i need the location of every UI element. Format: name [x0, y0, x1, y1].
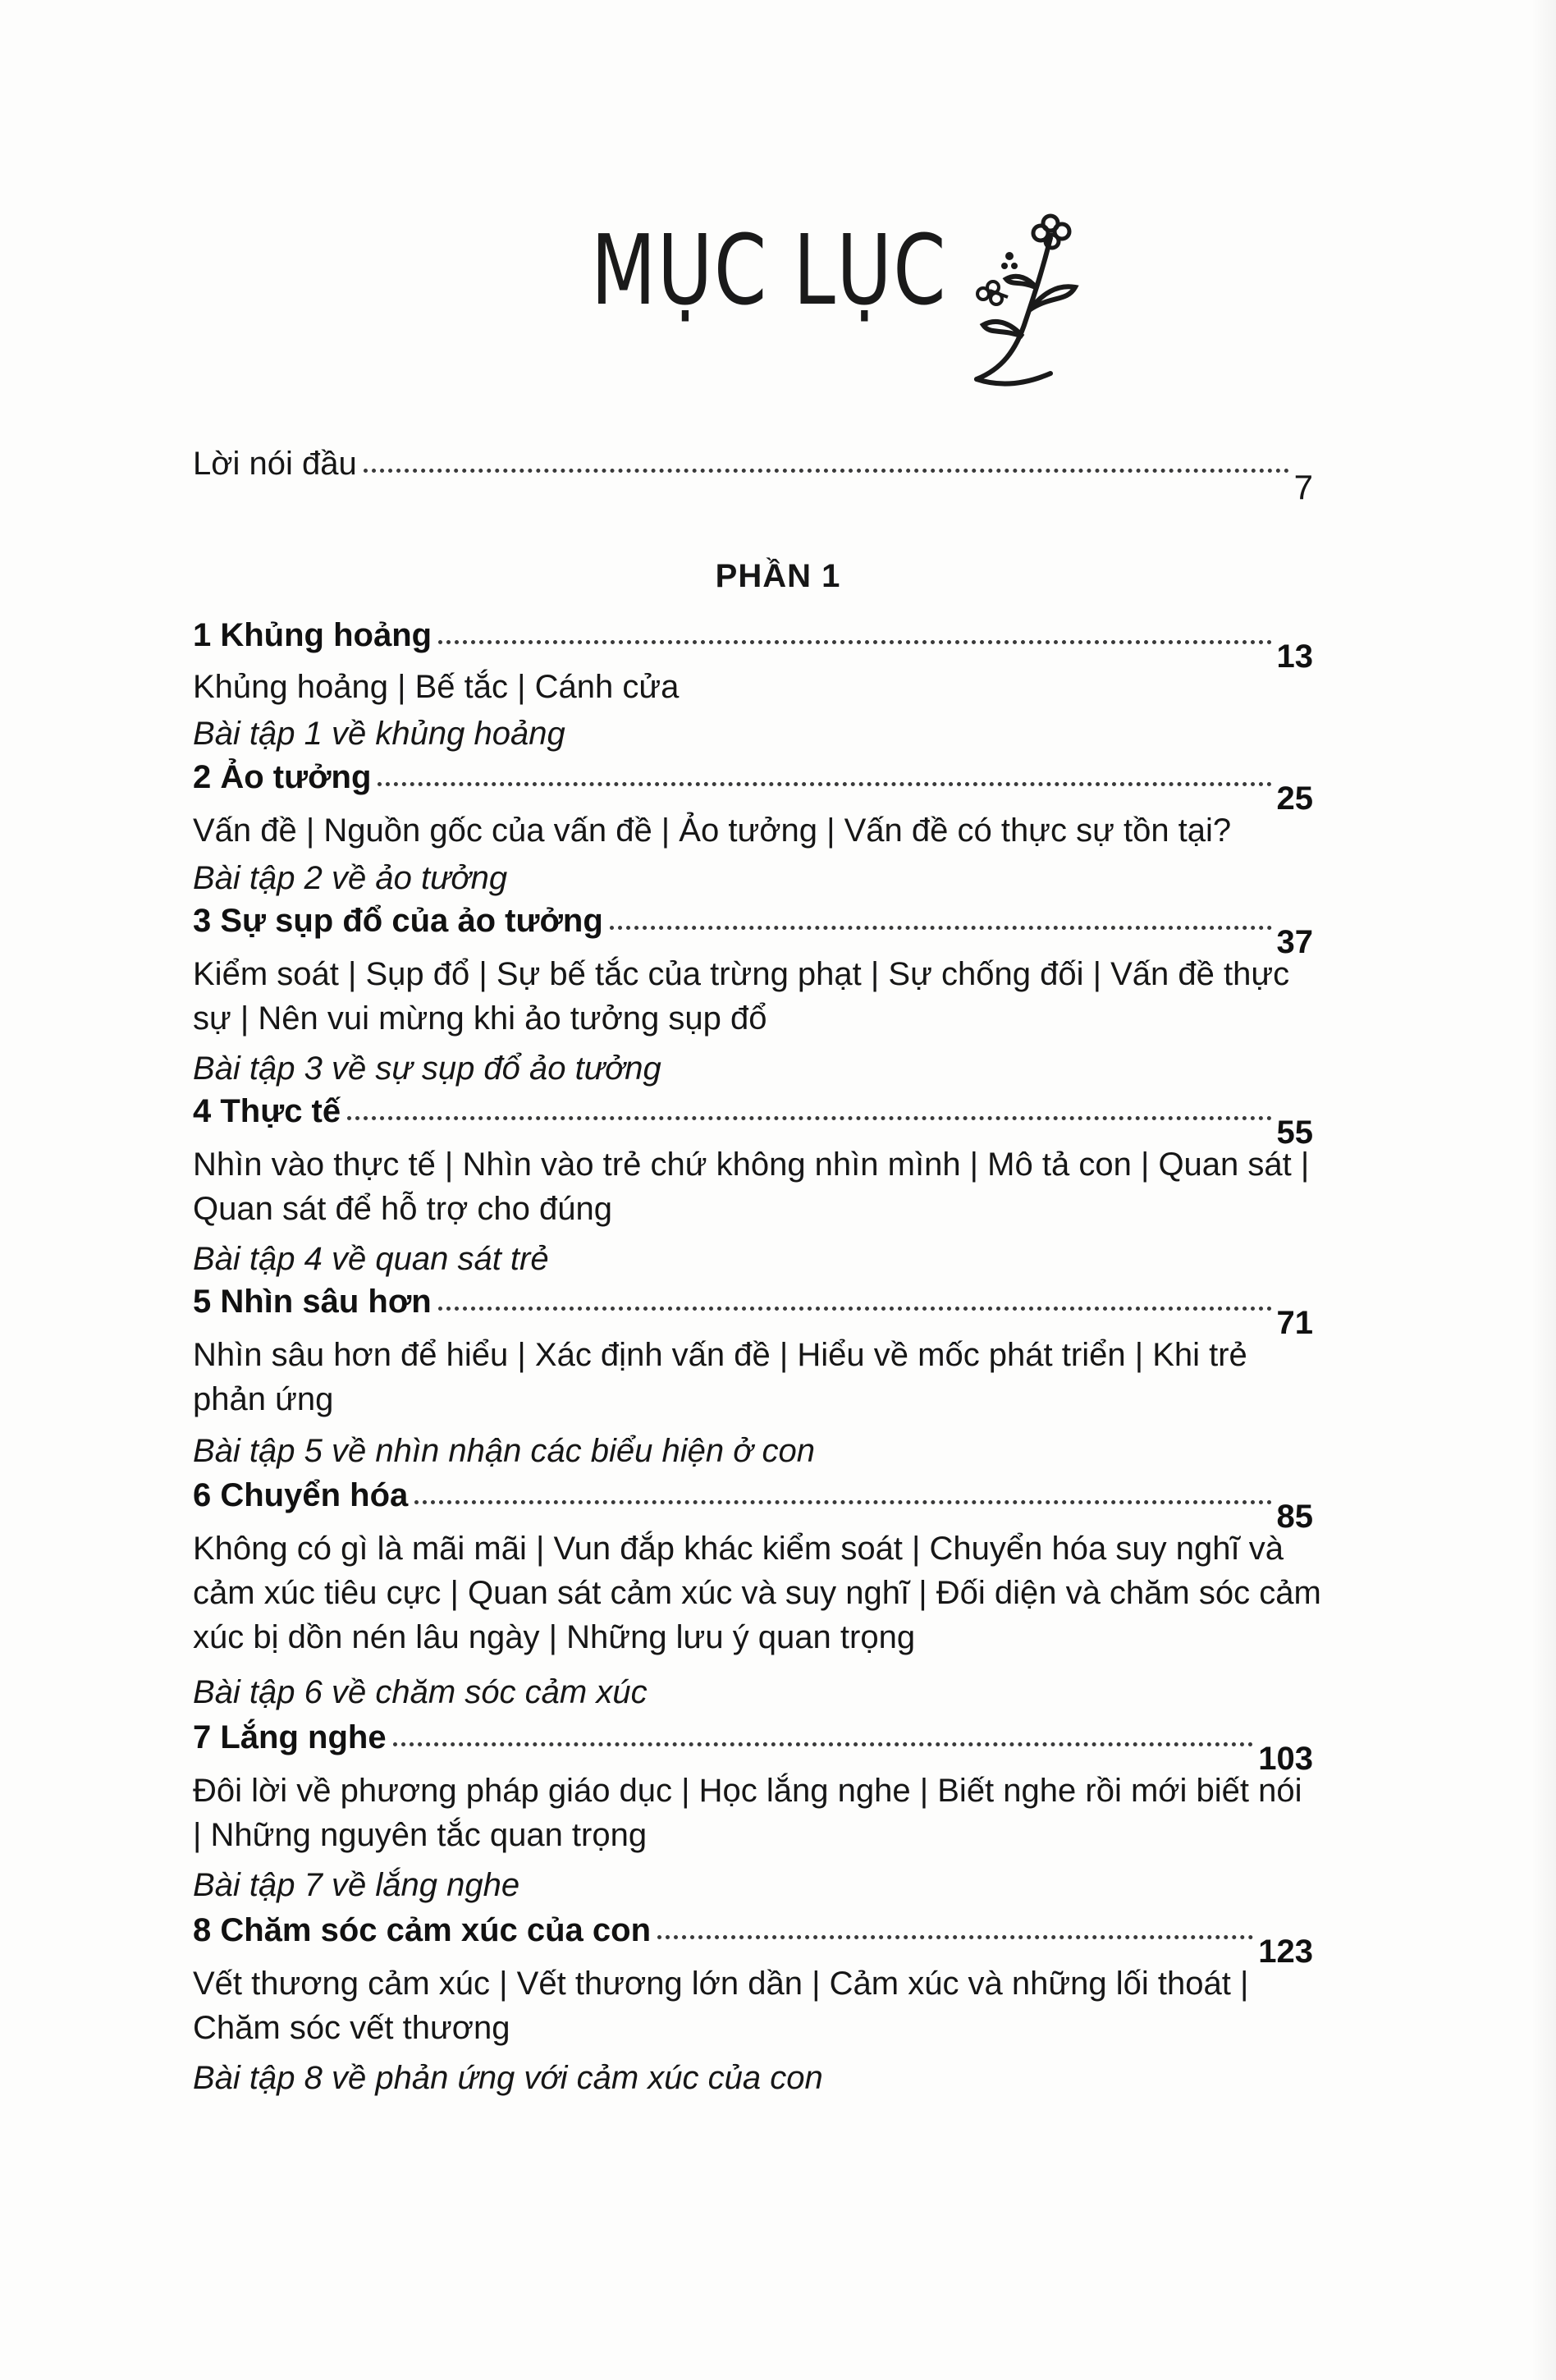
chapter-topics: Vết thương cảm xúc | Vết thương lớn dần | Cảm xúc và những lối thoát | Chăm sóc vết thương	[193, 1966, 1249, 2046]
dot-leader	[414, 1500, 1271, 1504]
chapter-topics: Đôi lời về phương pháp giáo dục | Học lắng nghe | Biết nghe rồi mới biết nói | Những nguyên tắc quan trọng	[193, 1773, 1302, 1853]
chapter-exercise: Bài tập 2 về ảo tưởng	[193, 860, 508, 896]
page-edge-shadow	[1531, 0, 1556, 2380]
part-heading: PHẦN 1	[715, 558, 841, 594]
chapter-exercise: Bài tập 3 về sự sụp đổ ảo tưởng	[193, 1050, 661, 1087]
toc-chapter-7[interactable]	[193, 1719, 1313, 1777]
chapter-title: 8 Chăm sóc cảm xúc của con	[193, 1912, 652, 1948]
dot-leader	[347, 1116, 1271, 1120]
chapter-page: 37	[1276, 924, 1313, 960]
chapter-title: 6 Chuyển hóa	[193, 1477, 409, 1513]
chapter-page: 25	[1276, 780, 1313, 817]
chapter-page: 13	[1276, 638, 1313, 675]
chapter-topics: Không có gì là mãi mãi | Vun đắp khác kiểm soát | Chuyển hóa suy nghĩ và cảm xúc tiêu cực | Quan sát cảm xúc và suy nghĩ | Đối diện và chăm sóc cảm xúc bị dồn nén lâu ngày | Những lưu ý quan trọng	[193, 1531, 1321, 1655]
dot-leader	[438, 1307, 1272, 1311]
chapter-exercise: Bài tập 7 về lắng nghe	[193, 1867, 520, 1903]
chapter-page: 85	[1276, 1499, 1313, 1535]
toc-entry-intro[interactable]	[193, 443, 1313, 506]
chapter-topics: Nhìn vào thực tế | Nhìn vào trẻ chứ không nhìn mình | Mô tả con | Quan sát | Quan sát để hỗ trợ cho đúng	[193, 1147, 1310, 1227]
dot-leader	[657, 1935, 1253, 1939]
dot-leader	[364, 469, 1289, 473]
toc-chapter-3[interactable]	[193, 903, 1313, 960]
chapter-exercise: Bài tập 5 về nhìn nhận các biểu hiện ở con	[193, 1433, 816, 1469]
chapter-page: 55	[1276, 1114, 1313, 1151]
dot-leader	[393, 1742, 1254, 1746]
dot-leader	[378, 782, 1271, 786]
chapter-title: 7 Lắng nghe	[193, 1719, 387, 1755]
chapter-page: 123	[1258, 1934, 1313, 1970]
toc-chapter-2[interactable]	[193, 759, 1313, 817]
page-title: MỤC LỤC	[591, 213, 948, 327]
toc-chapter-8[interactable]	[193, 1912, 1313, 1970]
dot-leader	[438, 640, 1271, 644]
chapter-page: 103	[1258, 1741, 1313, 1777]
chapter-topics: Khủng hoảng | Bế tắc | Cánh cửa	[193, 669, 680, 705]
chapter-topics: Nhìn sâu hơn để hiểu | Xác định vấn đề | Hiểu về mốc phát triển | Khi trẻ phản ứng	[193, 1337, 1247, 1417]
chapter-title: 1 Khủng hoảng	[193, 617, 432, 653]
title-block	[574, 205, 1083, 402]
toc-chapter-5[interactable]	[193, 1284, 1313, 1341]
toc-chapter-6[interactable]	[193, 1477, 1313, 1535]
dot-leader	[610, 926, 1272, 930]
chapter-topics: Kiểm soát | Sụp đổ | Sự bế tắc của trừng phạt | Sự chống đối | Vấn đề thực sự | Nên vui mừng khi ảo tưởng sụp đổ	[193, 956, 1290, 1037]
chapter-exercise: Bài tập 8 về phản ứng với cảm xúc của con	[193, 2060, 823, 2096]
flower-ornament-icon	[960, 205, 1083, 394]
chapter-title: 3 Sự sụp đổ của ảo tưởng	[193, 903, 603, 939]
chapter-page: 71	[1276, 1305, 1313, 1341]
toc-chapter-1[interactable]	[193, 617, 1313, 675]
chapter-exercise: Bài tập 6 về chăm sóc cảm xúc	[193, 1674, 648, 1710]
toc-entry-label: Lời nói đầu	[193, 446, 357, 482]
chapter-exercise: Bài tập 4 về quan sát trẻ	[193, 1241, 549, 1277]
toc-entry-page: 7	[1293, 468, 1313, 506]
chapter-title: 5 Nhìn sâu hơn	[193, 1284, 432, 1320]
toc-chapter-4[interactable]	[193, 1093, 1313, 1151]
chapter-exercise: Bài tập 1 về khủng hoảng	[193, 716, 565, 752]
chapter-title: 2 Ảo tưởng	[193, 759, 372, 795]
chapter-topics: Vấn đề | Nguồn gốc của vấn đề | Ảo tưởng | Vấn đề có thực sự tồn tại?	[193, 812, 1232, 849]
chapter-title: 4 Thực tế	[193, 1093, 341, 1129]
